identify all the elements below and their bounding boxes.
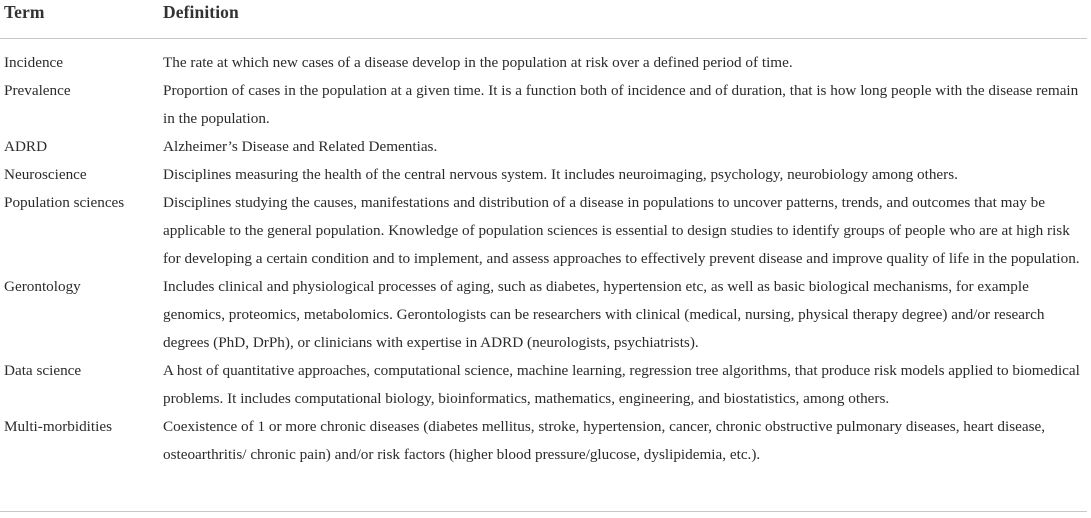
definitions-table bbox=[0, 0, 1087, 39]
term-cell: Prevalence bbox=[4, 82, 71, 99]
table-row bbox=[0, 133, 1087, 161]
term-cell: Data science bbox=[4, 362, 82, 379]
table-row bbox=[0, 161, 1087, 189]
definition-cell: Coexistence of 1 or more chronic diseases (diabetes mellitus, stroke, hypertension, cancer, chronic obstructive pulmonary diseases, heart disease, osteoarthritis/ chronic pain) and/or risk factors (higher blood pressure/glucose, dyslipidemia, etc.). bbox=[163, 418, 1046, 463]
table-body bbox=[0, 49, 1087, 469]
definition-cell: A host of quantitative approaches, computational science, machine learning, regression tree algorithms, that produce risk models applied to biomedical problems. It includes computational biology, bioinformatics, mathematics, engineering, and biostatistics, among others. bbox=[163, 362, 1080, 407]
table-row bbox=[0, 273, 1087, 357]
definition-cell: The rate at which new cases of a disease develop in the population at risk over a defined period of time. bbox=[163, 54, 793, 71]
table-row bbox=[0, 413, 1087, 469]
term-cell: Population sciences bbox=[4, 194, 125, 211]
term-cell: Incidence bbox=[4, 54, 64, 71]
definition-column-header: Definition bbox=[163, 2, 239, 22]
table-bottom-rule bbox=[0, 511, 1087, 512]
table-row bbox=[0, 189, 1087, 273]
definition-cell: Disciplines studying the causes, manifestations and distribution of a disease in populations to uncover patterns, trends, and outcomes that may be applicable to the general population. Knowledge of population sciences is essential to design studies to identify groups of people who are at high risk for developing a certain condition and to implement, and assess approaches to effectively prevent disease and improve quality of life in the population. bbox=[163, 194, 1080, 267]
term-cell: ADRD bbox=[4, 138, 48, 155]
table-row bbox=[0, 357, 1087, 413]
term-cell: Gerontology bbox=[4, 278, 81, 295]
table-header bbox=[0, 0, 1087, 39]
definition-cell: Proportion of cases in the population at a given time. It is a function both of incidence and of duration, that is how long people with the disease remain in the population. bbox=[163, 82, 1079, 127]
term-cell: Neuroscience bbox=[4, 166, 87, 183]
definition-cell: Alzheimer’s Disease and Related Dementias. bbox=[163, 138, 438, 155]
table-row bbox=[0, 77, 1087, 133]
definition-cell: Disciplines measuring the health of the central nervous system. It includes neuroimaging, psychology, neurobiology among others. bbox=[163, 166, 958, 183]
table-row bbox=[0, 49, 1087, 77]
definition-cell: Includes clinical and physiological processes of aging, such as diabetes, hypertension etc, as well as basic biological mechanisms, for example genomics, proteomics, metabolomics. Gerontologists can be researchers with clinical (medical, nursing, physical therapy degree) and/or research degrees (PhD, DrPh), or clinicians with expertise in ADRD (neurologists, psychiatrists). bbox=[163, 278, 1045, 351]
term-column-header: Term bbox=[4, 2, 45, 22]
term-cell: Multi-morbidities bbox=[4, 418, 112, 435]
